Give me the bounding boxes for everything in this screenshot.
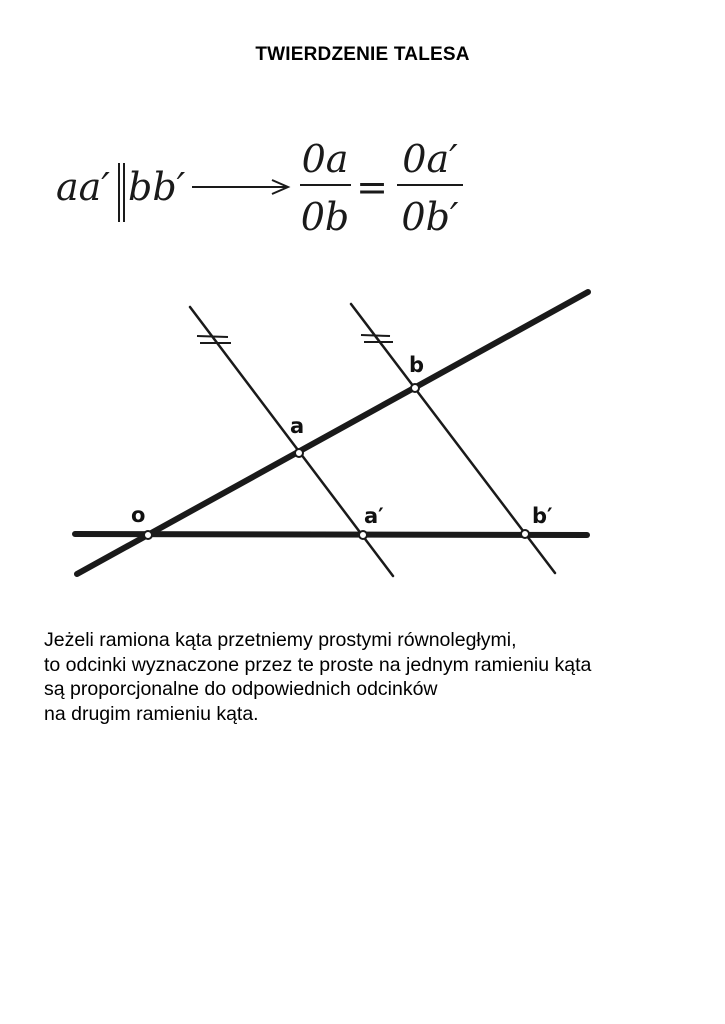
description-line: Jeżeli ramiona kąta przetniemy prostymi równoległymi, <box>44 629 517 651</box>
label-a: a <box>290 414 305 438</box>
point-a <box>295 449 303 457</box>
description-line: na drugim ramieniu kąta. <box>44 702 259 725</box>
fraction-right-numerator: 0a′ <box>402 137 458 181</box>
theorem-description <box>44 628 704 726</box>
fraction-right-denominator: 0b′ <box>401 195 459 239</box>
fraction-left-numerator: 0a <box>301 137 349 181</box>
description-line: to odcinki wyznaczone przez te proste na jednym ramieniu kąta <box>44 653 592 676</box>
point-b <box>411 384 419 392</box>
thales-diagram <box>60 280 620 600</box>
point-b-prime <box>521 530 529 538</box>
thales-formula <box>40 130 480 240</box>
parallel-tick-1a <box>197 336 228 337</box>
formula-parallel-right: bb′ <box>128 165 186 209</box>
label-b: b <box>409 353 425 377</box>
formula-parallel-left: aa′ <box>56 165 110 209</box>
parallel-tick-2a <box>361 335 390 336</box>
label-b-prime: b′ <box>532 504 553 528</box>
page-title: TWIERDZENIE TALESA <box>255 44 470 65</box>
label-o: o <box>131 503 146 527</box>
fraction-left-denominator: 0b <box>300 195 350 239</box>
point-o <box>144 531 152 539</box>
formula-equals: = <box>356 165 388 209</box>
point-a-prime <box>359 531 367 539</box>
label-a-prime: a′ <box>364 504 384 528</box>
description-line: są proporcjonalne do odpowiednich odcinków <box>44 678 438 700</box>
